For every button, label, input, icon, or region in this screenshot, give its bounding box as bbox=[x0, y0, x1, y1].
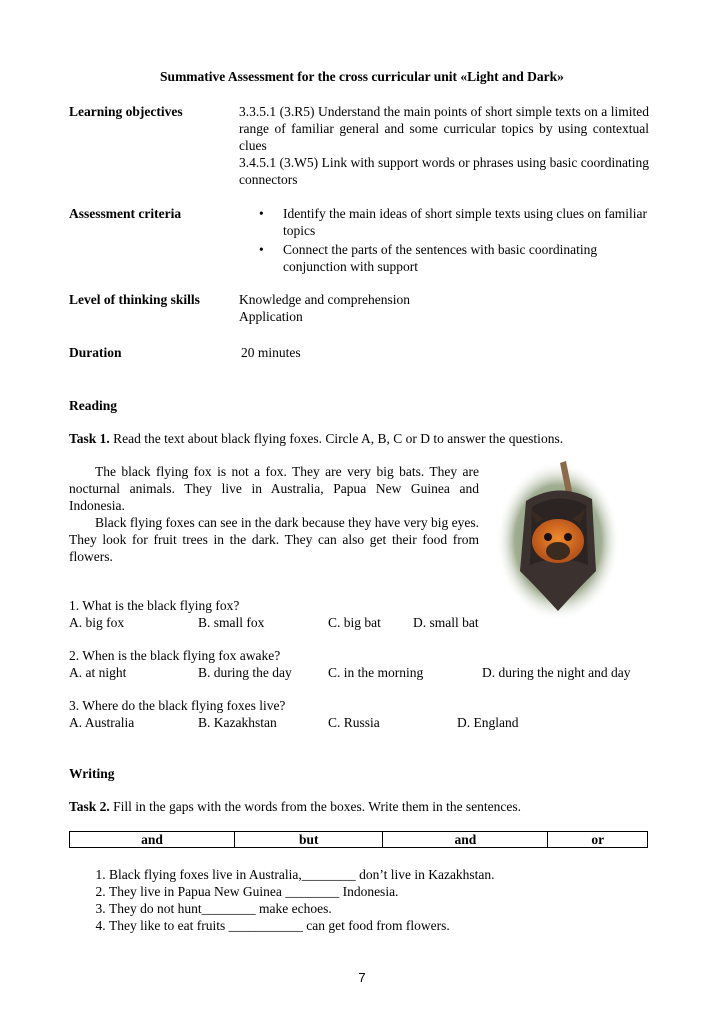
answer-option[interactable]: A. big fox bbox=[69, 615, 125, 630]
answer-option[interactable]: B. small fox bbox=[198, 615, 265, 630]
question-3: 3. Where do the black flying foxes live? bbox=[69, 698, 286, 713]
reading-heading: Reading bbox=[69, 398, 118, 413]
criteria-list bbox=[239, 205, 649, 276]
document-title: Summative Assessment for the cross curricular unit «Light and Dark» bbox=[160, 69, 564, 84]
criteria-item bbox=[239, 241, 649, 275]
page-number: 7 bbox=[358, 970, 366, 985]
gap-sentence[interactable]: 1. Black flying foxes live in Australia,________ don’t live in Kazakhstan. bbox=[109, 866, 669, 883]
gap-sentence[interactable]: 2. They live in Papua New Guinea ________ Indonesia. bbox=[109, 883, 669, 900]
objective-2: 3.4.5.1 (3.W5) Link with support words or phrases using basic coordinating connectors bbox=[239, 155, 649, 187]
reading-paragraph-1: The black flying fox is not a fox. They are very big bats. They are nocturnal animals. They live in Australia, Papua New Guinea and Indonesia. bbox=[69, 464, 479, 513]
criteria-text: Connect the parts of the sentences with basic coordinating conjunction with support bbox=[283, 242, 598, 274]
writing-heading: Writing bbox=[69, 766, 115, 781]
answer-option[interactable]: C. Russia bbox=[328, 715, 380, 730]
question-2: 2. When is the black flying fox awake? bbox=[69, 648, 281, 663]
answer-option[interactable]: D. small bat bbox=[413, 615, 479, 630]
bat-photo bbox=[496, 461, 620, 621]
gap-sentence[interactable]: 3. They do not hunt________ make echoes. bbox=[109, 900, 669, 917]
question-1-options bbox=[69, 614, 669, 631]
bullet-icon: • bbox=[259, 242, 264, 257]
task2-text: Fill in the gaps with the words from the boxes. Write them in the sentences. bbox=[109, 799, 522, 814]
answer-option[interactable]: B. Kazakhstan bbox=[198, 715, 277, 730]
word-box-table bbox=[69, 831, 648, 848]
gap-fill-sentences bbox=[69, 866, 669, 934]
learning-objectives-label: Learning objectives bbox=[69, 104, 183, 119]
word-box: but bbox=[234, 832, 383, 848]
answer-option[interactable]: D. during the night and day bbox=[482, 665, 631, 680]
task1-label: Task 1. bbox=[69, 431, 110, 446]
bullet-icon: • bbox=[259, 206, 264, 221]
criteria-text: Identify the main ideas of short simple texts using clues on familiar topics bbox=[283, 206, 648, 238]
task2-instruction bbox=[69, 798, 521, 815]
question-1: 1. What is the black flying fox? bbox=[69, 598, 240, 613]
reading-paragraph-2: Black flying foxes can see in the dark because they have very big eyes. They look for fruit trees in the dark. They can also get their food from flowers. bbox=[69, 515, 479, 564]
answer-option[interactable]: A. Australia bbox=[69, 715, 135, 730]
answer-option[interactable]: D. England bbox=[457, 715, 519, 730]
duration-label: Duration bbox=[69, 345, 122, 360]
task2-label: Task 2. bbox=[69, 799, 110, 814]
task1-instruction bbox=[69, 430, 563, 447]
word-box: or bbox=[548, 832, 648, 848]
thinking-skill-2: Application bbox=[239, 309, 303, 324]
answer-option[interactable]: C. big bat bbox=[328, 615, 381, 630]
assessment-criteria-label: Assessment criteria bbox=[69, 206, 182, 221]
question-2-options bbox=[69, 664, 669, 681]
question-3-options bbox=[69, 714, 669, 731]
thinking-skill-1: Knowledge and comprehension bbox=[239, 292, 410, 307]
word-box: and bbox=[70, 832, 235, 848]
answer-option[interactable]: A. at night bbox=[69, 665, 127, 680]
task1-text: Read the text about black flying foxes. Circle A, B, C or D to answer the questions. bbox=[109, 431, 564, 446]
answer-option[interactable]: C. in the morning bbox=[328, 665, 424, 680]
criteria-item bbox=[239, 205, 649, 239]
word-box: and bbox=[383, 832, 548, 848]
objective-1: 3.3.5.1 (3.R5) Understand the main points of short simple texts on a limited range of familiar general and some curricular topics by using contextual clues bbox=[239, 104, 649, 153]
answer-option[interactable]: B. during the day bbox=[198, 665, 292, 680]
gap-sentence[interactable]: 4. They like to eat fruits ___________ can get food from flowers. bbox=[109, 917, 669, 934]
thinking-skills-label: Level of thinking skills bbox=[69, 292, 200, 307]
duration-value: 20 minutes bbox=[241, 345, 301, 360]
